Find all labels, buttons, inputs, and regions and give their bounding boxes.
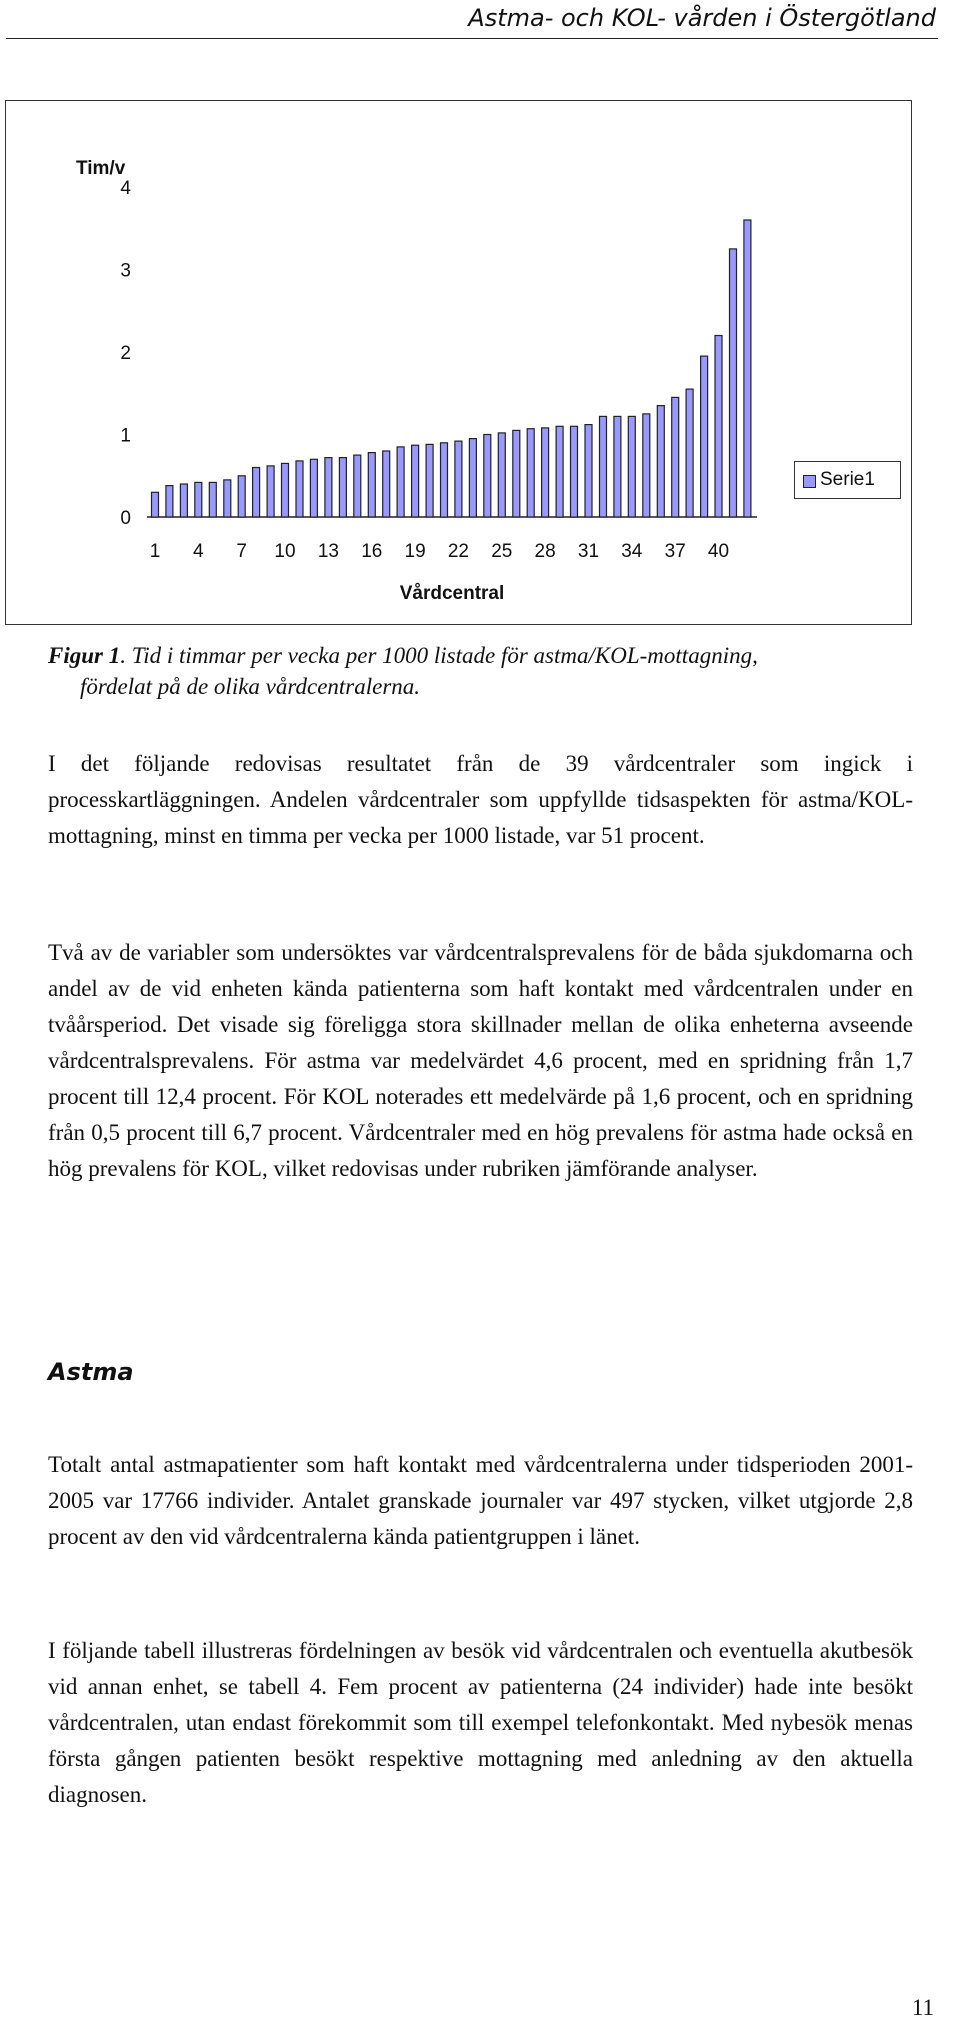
paragraph-results: I det följande redovisas resultatet från de 39 vårdcentraler som ingick i processkartläggningen. Andelen vårdcentraler som uppfyllde tidsaspekten för astma/KOL-mottagning, minst en timma per vecka per 1000 listade, var 51 procent. — [48, 751, 913, 848]
x-tick-label: 7 — [236, 541, 247, 562]
section-heading-astma: Astma — [48, 1358, 134, 1386]
x-tick-labels — [150, 541, 729, 562]
paragraph-visit-distribution: I följande tabell illustreras fördelningen av besök vid vårdcentralen och eventuella akutbesök vid annan enhet, se tabell 4. Fem procent av patienterna (24 individer) hade inte besökt vårdcentralen, utan endast förekommit som till exempel telefonkontakt. Med nybesök menas första gången patienten besökt respektive mottagning med anledning av den aktuella diagnosen. — [48, 1638, 913, 1807]
x-tick-label: 34 — [621, 541, 643, 562]
bar-36 — [657, 406, 664, 517]
legend-label: Serie1 — [820, 469, 875, 490]
bar-19 — [412, 445, 419, 517]
bar-10 — [282, 463, 289, 517]
y-tick-labels — [120, 178, 131, 529]
bar-41 — [730, 249, 737, 517]
running-header-title: Astma- och KOL- vården i Östergötland — [468, 4, 936, 32]
bar-39 — [701, 356, 708, 517]
y-tick-label: 1 — [120, 425, 131, 447]
x-tick-label: 25 — [491, 541, 513, 562]
bar-1 — [152, 492, 159, 517]
x-tick-label: 1 — [149, 541, 161, 562]
x-tick-label: 28 — [534, 541, 556, 562]
y-axis-label: Tim/v — [76, 158, 126, 179]
bar-7 — [238, 476, 245, 517]
legend — [794, 461, 901, 499]
bar-15 — [354, 455, 361, 517]
figure-caption — [48, 640, 918, 702]
bar-32 — [600, 416, 607, 517]
bar-21 — [441, 443, 448, 517]
bar-14 — [339, 458, 346, 517]
paragraph-patient-count: Totalt antal astmapatienter som haft kontakt med vårdcentralerna under tidsperioden 2001-2005 var 17766 individer. Antalet granskade journaler var 497 stycken, vilket utgjorde 2,8 procent av den vid vårdcentralerna kända patientgruppen i länet. — [48, 1452, 913, 1549]
bar-37 — [672, 397, 679, 517]
bar-4 — [195, 482, 202, 517]
bar-30 — [571, 426, 578, 517]
bar-31 — [585, 425, 592, 517]
bar-5 — [209, 482, 216, 517]
y-tick-label: 0 — [120, 508, 131, 529]
caption-line-1: . Tid i timmar per vecka per 1000 listade för astma/KOL-mottagning, — [120, 643, 758, 668]
bar-12 — [310, 459, 317, 517]
bar-42 — [744, 220, 751, 517]
bar-16 — [368, 453, 375, 517]
bar-35 — [643, 414, 650, 517]
bar-18 — [397, 447, 404, 517]
bar-38 — [686, 389, 693, 517]
caption-label: Figur 1 — [48, 643, 121, 668]
x-tick-label: 22 — [447, 541, 469, 562]
x-tick-label: 10 — [274, 541, 296, 562]
x-axis-label: Vårdcentral — [399, 583, 505, 604]
bar-22 — [455, 441, 462, 517]
paragraph-variables: Två av de variabler som undersöktes var vårdcentralsprevalens för de båda sjukdomarna och andel av de vid enheten kända patienterna som haft kontakt med vårdcentralen under en tvåårsperiod. Det visade sig föreligga stora skillnader mellan de olika enheterna avseende vårdcentralsprevalens. För astma var medelvärdet 4,6 procent, med en spridning från 1,7 procent till 12,4 procent. För KOL noterades ett medelvärde på 1,6 procent, och en spridning från 0,5 procent till 6,7 procent. Vårdcentraler med en hög prevalens för astma hade också en hög prevalens för KOL, vilket redovisas under rubriken jämförande analyser. — [48, 940, 913, 1181]
bar-6 — [224, 480, 231, 517]
x-tick-label: 19 — [404, 541, 426, 562]
bar-20 — [426, 444, 433, 517]
bar-27 — [527, 429, 534, 517]
y-tick-label: 3 — [120, 260, 131, 282]
bar-34 — [628, 416, 635, 517]
chart-frame — [5, 100, 912, 625]
x-tick-label: 37 — [664, 541, 686, 562]
x-tick-label: 4 — [193, 541, 204, 562]
bar-24 — [484, 435, 491, 518]
x-tick-label: 40 — [707, 541, 730, 562]
bar-23 — [469, 439, 476, 517]
bar-28 — [542, 428, 549, 517]
bar-series — [152, 220, 751, 517]
running-header — [0, 0, 960, 40]
y-tick-label: 2 — [120, 343, 131, 364]
x-tick-label: 16 — [361, 541, 383, 562]
page-number: 11 — [911, 1995, 934, 2020]
bar-9 — [267, 466, 274, 517]
caption-line-2: fördelat på de olika vårdcentralerna. — [80, 674, 421, 699]
bar-33 — [614, 416, 621, 517]
bar-26 — [513, 430, 520, 517]
bar-40 — [715, 336, 722, 518]
x-tick-label: 31 — [577, 541, 600, 562]
legend-swatch — [803, 475, 816, 488]
bar-13 — [325, 458, 332, 517]
x-tick-label: 13 — [317, 541, 339, 562]
bar-29 — [556, 426, 563, 517]
y-tick-label: 4 — [120, 178, 131, 199]
bar-17 — [383, 451, 390, 517]
bar-chart — [6, 101, 913, 626]
header-rule — [6, 38, 938, 39]
bar-25 — [498, 433, 505, 517]
bar-3 — [180, 484, 187, 517]
bar-11 — [296, 461, 303, 517]
bar-2 — [166, 486, 173, 517]
bar-8 — [253, 468, 260, 518]
